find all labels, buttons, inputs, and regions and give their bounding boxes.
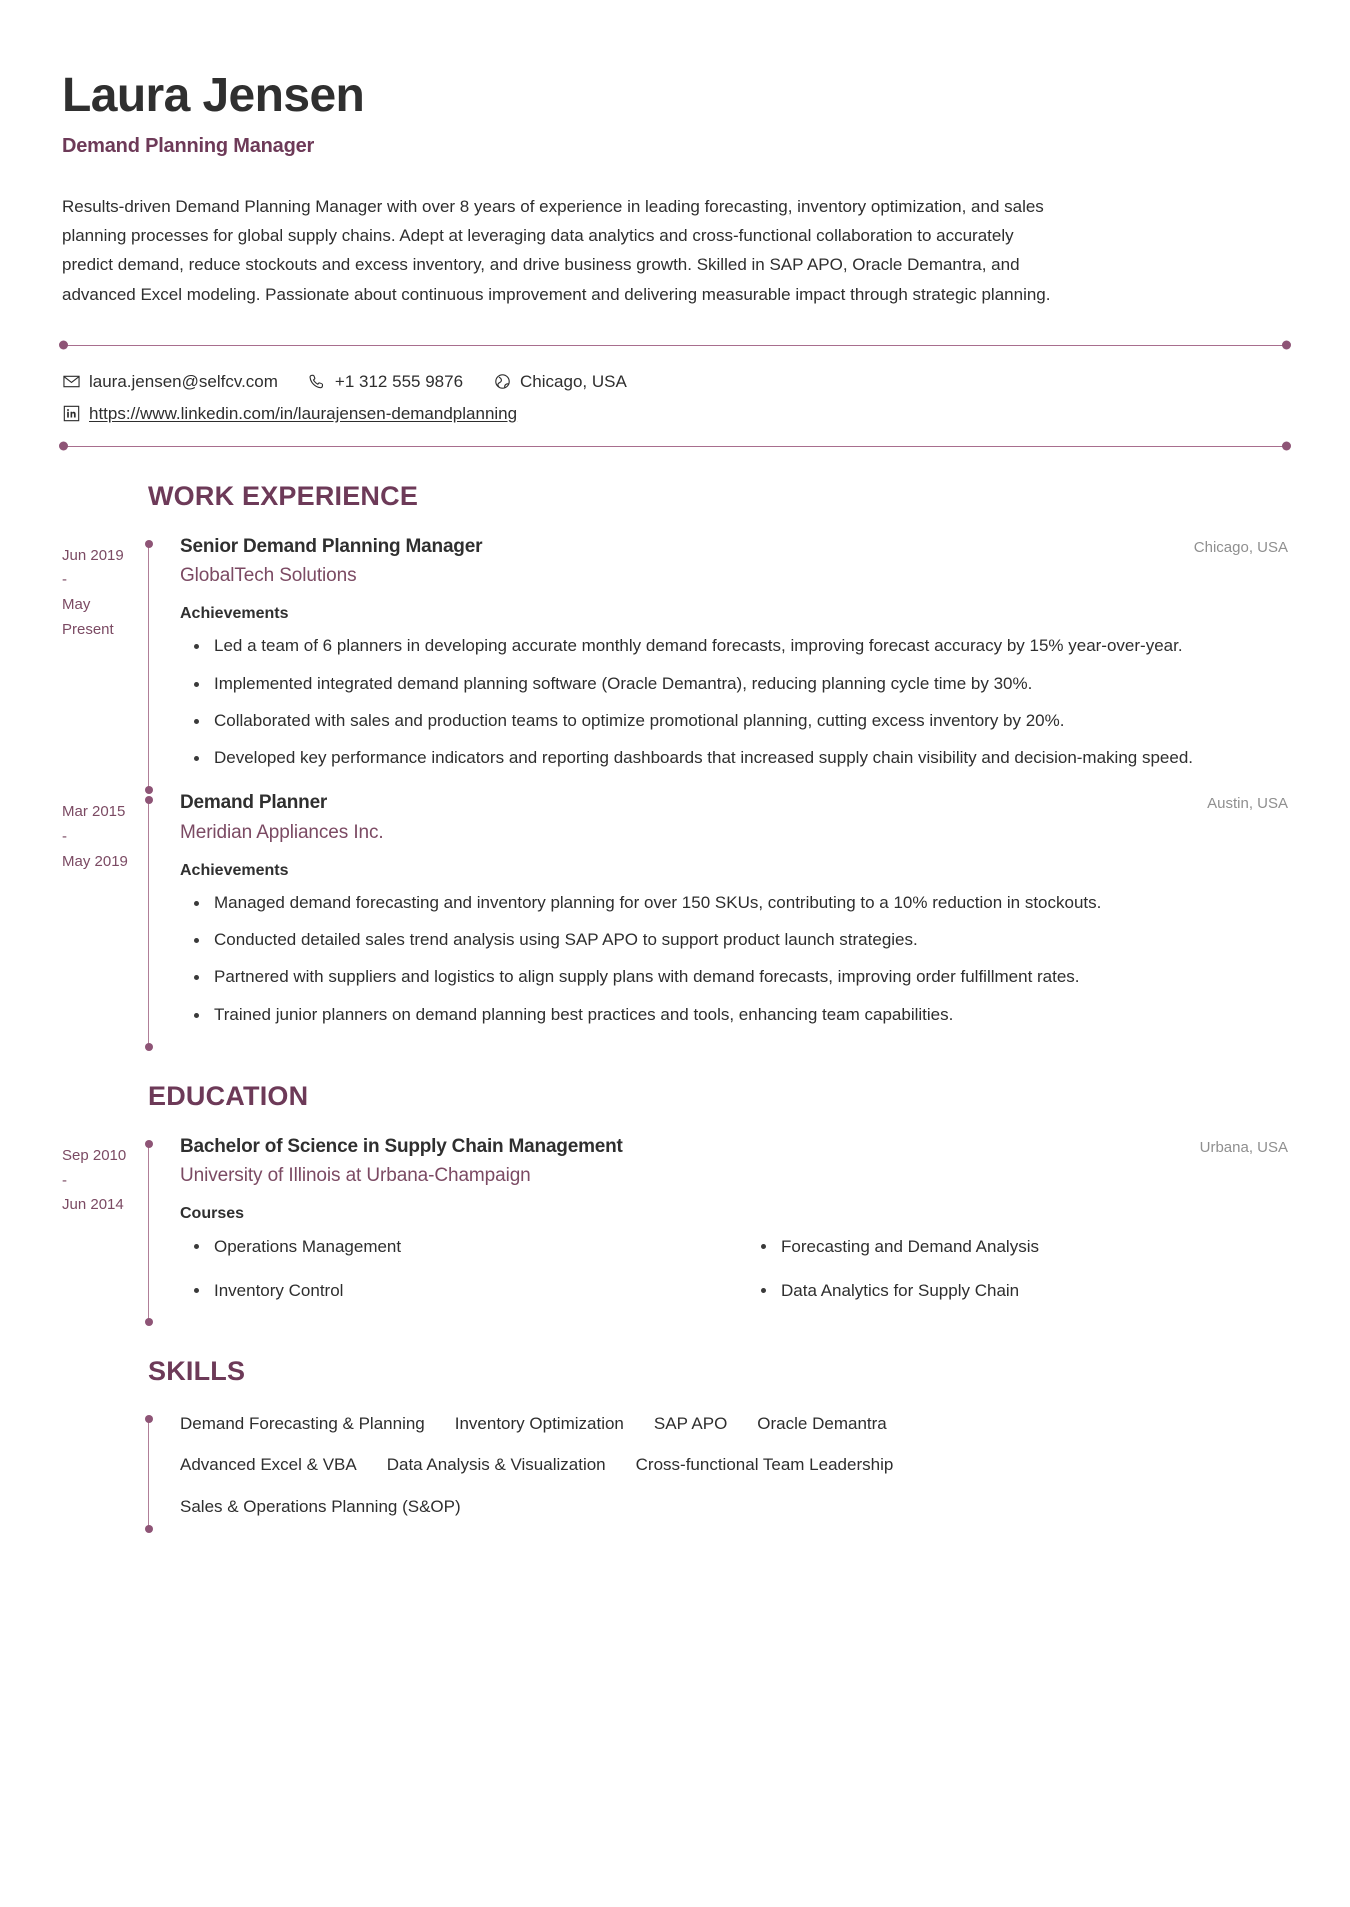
candidate-name: Laura Jensen bbox=[62, 69, 365, 122]
skills-body bbox=[148, 1409, 1288, 1530]
contact-phone[interactable] bbox=[308, 372, 463, 392]
section-title-skills: SKILLS bbox=[148, 1355, 246, 1386]
work-entry bbox=[62, 534, 1288, 791]
work-entry-dates bbox=[62, 790, 148, 1047]
date-dash: - bbox=[62, 828, 67, 845]
list-item: Developed key performance indicators and reporting dashboards that increased supply chain visibility and decision-making speed. bbox=[180, 744, 1288, 772]
skills-row bbox=[180, 1494, 1288, 1520]
skill-tag: Data Analysis & Visualization bbox=[386, 1455, 606, 1475]
work-entry-subhead: Achievements bbox=[180, 605, 289, 623]
education-entry bbox=[62, 1134, 1288, 1322]
list-item: Forecasting and Demand Analysis bbox=[747, 1233, 1288, 1260]
date-start: Sep 2010 bbox=[62, 1146, 127, 1164]
skill-tag: Oracle Demantra bbox=[757, 1413, 887, 1433]
resume-header bbox=[62, 70, 1288, 309]
skills-row bbox=[180, 1452, 1288, 1478]
list-item: Conducted detailed sales trend analysis using SAP APO to support product launch strategies. bbox=[180, 926, 1288, 954]
list-item: Inventory Control bbox=[180, 1277, 721, 1304]
work-entry-bullets bbox=[180, 632, 1288, 772]
timeline-rail bbox=[148, 544, 149, 791]
date-end-line2: Present bbox=[62, 620, 114, 638]
skill-tag: SAP APO bbox=[653, 1413, 728, 1433]
work-entry-role: Demand Planner bbox=[180, 792, 328, 814]
work-entry bbox=[62, 790, 1288, 1047]
skill-tag: Advanced Excel & VBA bbox=[180, 1455, 357, 1475]
date-dash: - bbox=[62, 1171, 67, 1189]
candidate-job-title: Demand Planning Manager bbox=[62, 134, 315, 157]
timeline-rail bbox=[148, 1419, 149, 1530]
work-entry-organization: Meridian Appliances Inc. bbox=[180, 821, 384, 843]
work-entry-headline bbox=[180, 790, 1288, 816]
timeline-rail bbox=[148, 1144, 149, 1322]
date-dash: - bbox=[62, 571, 67, 589]
professional-summary: Results-driven Demand Planning Manager with over 8 years of experience in leading forecasting, inventory optimization, and sales planning processes for global supply chains. Adept at leveraging data analytics and cross-functional collaboration to accurately predict demand, reduce stockouts and excess inventory, and drive business growth. Skilled in SAP APO, Oracle Demantra, and advanced Excel modeling. Passionate about continuous improvement and delivering measurable impact through strategic planning. bbox=[62, 196, 1051, 304]
list-item: Led a team of 6 planners in developing accurate monthly demand forecasts, improving forecast accuracy by 15% year-over-year. bbox=[180, 632, 1288, 660]
skill-tag: Demand Forecasting & Planning bbox=[180, 1413, 425, 1433]
date-end-line1: May bbox=[62, 596, 91, 614]
list-item: Partnered with suppliers and logistics to align supply plans with demand forecasts, improving order fulfillment rates. bbox=[180, 963, 1288, 991]
skills-rows bbox=[180, 1411, 1288, 1520]
contact-block bbox=[62, 368, 1288, 432]
contact-row-linkedin bbox=[62, 404, 1288, 424]
contact-divider-top bbox=[62, 345, 1288, 346]
skill-tag: Inventory Optimization bbox=[454, 1413, 624, 1433]
list-item: Managed demand forecasting and inventory planning for over 150 SKUs, contributing to a 10% reduction in stockouts. bbox=[180, 889, 1288, 917]
contact-email[interactable] bbox=[62, 372, 278, 392]
work-entry-headline bbox=[180, 534, 1288, 560]
skill-tag: Cross-functional Team Leadership bbox=[635, 1455, 894, 1475]
education-entry-degree: Bachelor of Science in Supply Chain Management bbox=[180, 1135, 623, 1157]
list-item: Trained junior planners on demand planning best practices and tools, enhancing team capabilities. bbox=[180, 1001, 1288, 1029]
work-entry-dates bbox=[62, 534, 148, 791]
contact-location-text: Chicago, USA bbox=[520, 371, 627, 391]
section-title-work: WORK EXPERIENCE bbox=[148, 480, 419, 511]
globe-icon bbox=[493, 373, 511, 391]
work-entry-body bbox=[148, 790, 1288, 1047]
contact-email-text: laura.jensen@selfcv.com bbox=[89, 371, 278, 391]
education-courses-list bbox=[180, 1233, 1288, 1303]
phone-icon bbox=[308, 373, 326, 391]
list-item: Data Analytics for Supply Chain bbox=[747, 1277, 1288, 1304]
work-entry-location: Austin, USA bbox=[1207, 795, 1288, 813]
education-entry-location: Urbana, USA bbox=[1199, 1138, 1288, 1156]
envelope-icon bbox=[62, 373, 80, 391]
section-title-education: EDUCATION bbox=[148, 1080, 309, 1111]
contact-linkedin[interactable] bbox=[62, 404, 517, 424]
date-start: Jun 2019 bbox=[62, 546, 124, 564]
education-entry-organization: University of Illinois at Urbana-Champaign bbox=[180, 1165, 531, 1187]
contact-linkedin-text: https://www.linkedin.com/in/laurajensen-demandplanning bbox=[89, 403, 518, 423]
contact-phone-text: +1 312 555 9876 bbox=[334, 371, 464, 391]
education-entry-subhead: Courses bbox=[180, 1205, 245, 1223]
skills-entry bbox=[62, 1409, 1288, 1530]
work-entry-body bbox=[148, 534, 1288, 791]
list-item: Collaborated with sales and production teams to optimize promotional planning, cutting excess inventory by 20%. bbox=[180, 707, 1288, 735]
work-entry-role: Senior Demand Planning Manager bbox=[180, 535, 483, 557]
section-education bbox=[62, 1081, 1288, 1322]
work-entry-organization: GlobalTech Solutions bbox=[180, 565, 357, 587]
skill-tag: Sales & Operations Planning (S&OP) bbox=[180, 1496, 461, 1516]
section-skills bbox=[62, 1356, 1288, 1530]
timeline-rail bbox=[148, 800, 149, 1047]
skills-row bbox=[180, 1411, 1288, 1437]
contact-row-primary bbox=[62, 372, 1288, 392]
list-item: Operations Management bbox=[180, 1233, 721, 1260]
education-entry-headline bbox=[180, 1134, 1288, 1160]
work-entry-bullets bbox=[180, 889, 1288, 1029]
work-entry-location: Chicago, USA bbox=[1193, 538, 1288, 556]
list-item: Implemented integrated demand planning software (Oracle Demantra), reducing planning cycle time by 30%. bbox=[180, 670, 1288, 698]
contact-location bbox=[493, 372, 627, 392]
education-entry-body bbox=[148, 1134, 1288, 1322]
section-work-experience bbox=[62, 481, 1288, 1047]
contact-divider-bottom bbox=[62, 446, 1288, 447]
date-start: Mar 2015 bbox=[62, 803, 126, 821]
date-end-line1: May 2019 bbox=[62, 852, 128, 870]
linkedin-icon bbox=[62, 405, 80, 423]
education-entry-dates bbox=[62, 1134, 148, 1322]
date-end-line1: Jun 2014 bbox=[62, 1196, 124, 1214]
work-entry-subhead: Achievements bbox=[180, 861, 289, 879]
